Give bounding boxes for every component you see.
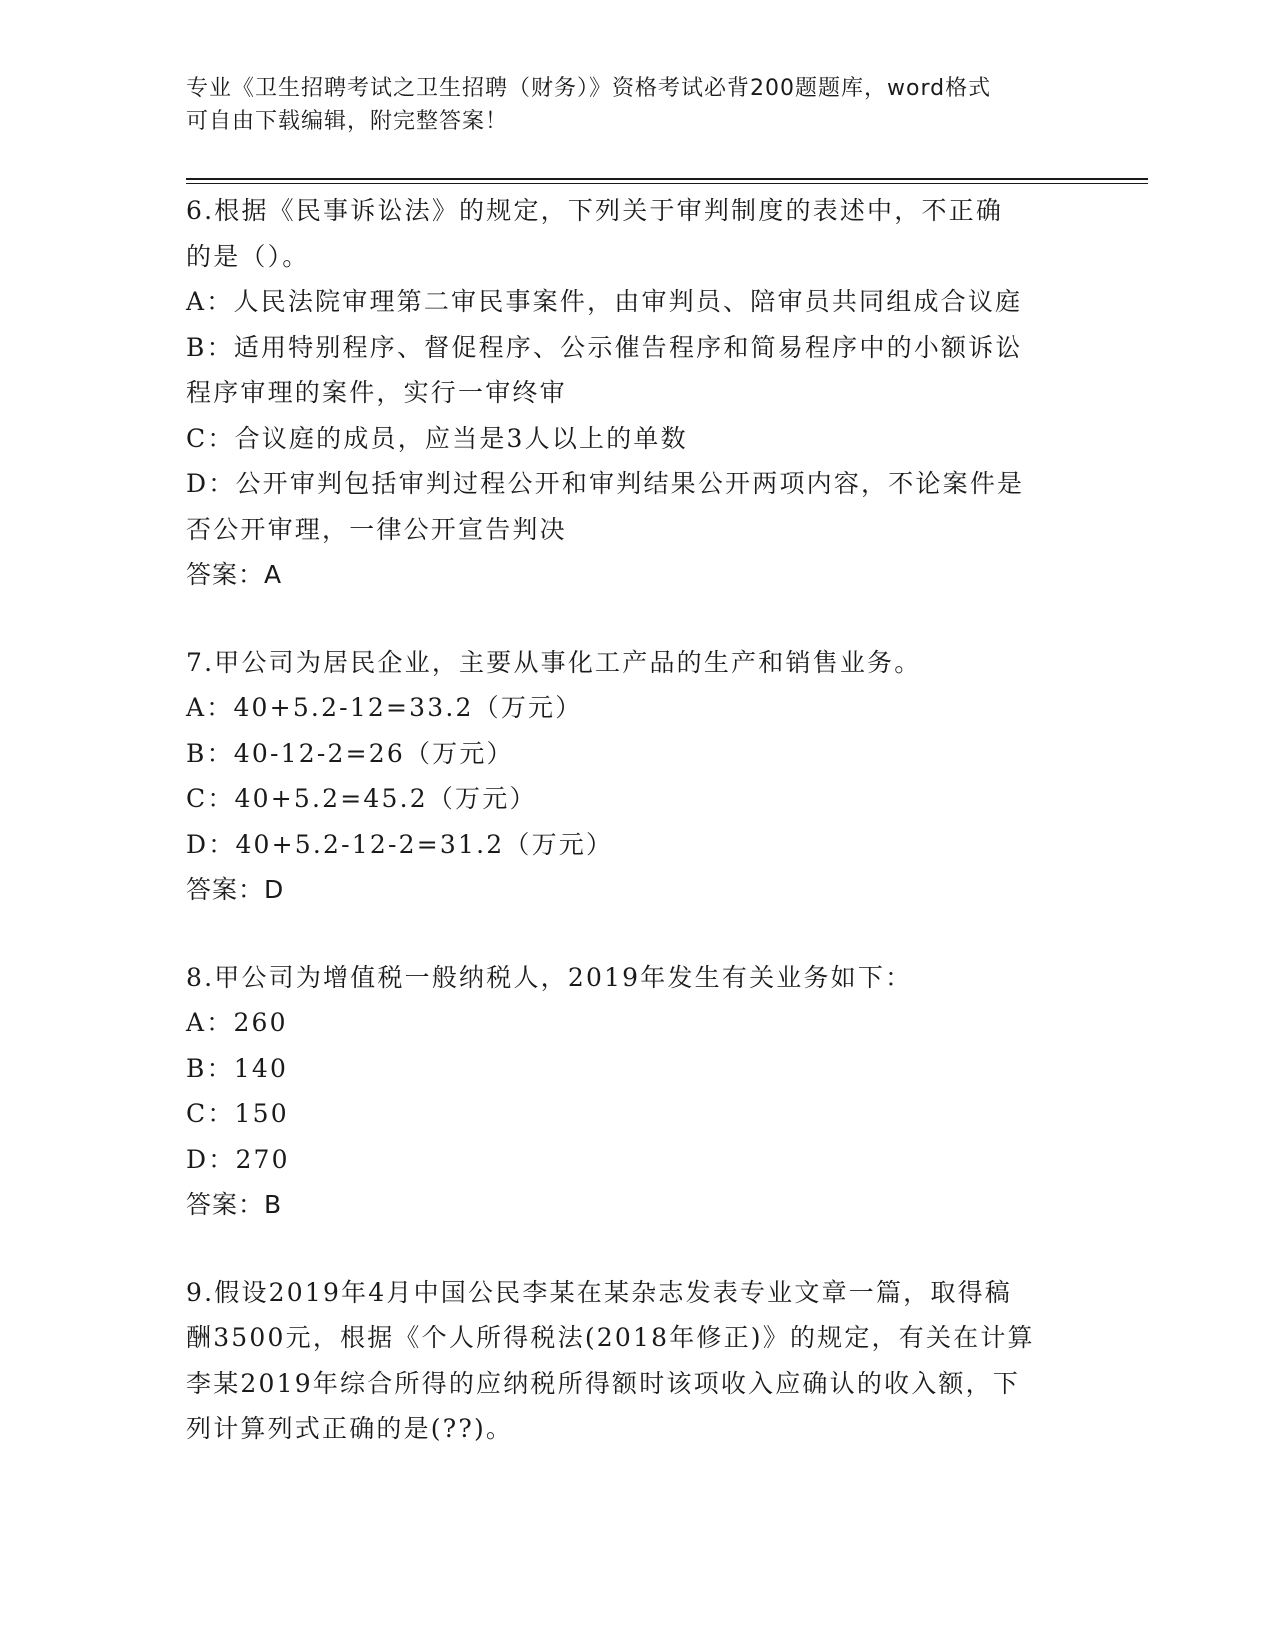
option-a: A：40+5.2-12=33.2（万元） [186, 693, 583, 722]
question-stem-line: 8.甲公司为增值税一般纳税人，2019年发生有关业务如下： [186, 962, 913, 992]
option-b: B：40-12-2=26（万元） [186, 738, 514, 768]
option-d-continued: 否公开审理，一律公开宣告判决 [186, 514, 567, 544]
answer-label: 答案：B [186, 1190, 283, 1219]
option-c: C：合议庭的成员，应当是3人以上的单数 [186, 423, 688, 453]
option-d: D：40+5.2-12-2=31.2（万元） [186, 829, 614, 859]
option-d: D：公开审判包括审判过程公开和审判结果公开两项内容，不论案件是 [186, 469, 1025, 498]
option-a: A：260 [186, 1008, 288, 1037]
question-stem-line: 6.根据《民事诉讼法》的规定，下列关于审判制度的表述中，不正确 [186, 196, 1004, 225]
document-header [186, 72, 1086, 138]
question-stem-line: 的是（）。 [186, 241, 310, 271]
question-stem-line: 9.假设2019年4月中国公民李某在某杂志发表专业文章一篇，取得稿 [186, 1277, 1012, 1307]
question-stem-line: 7.甲公司为居民企业，主要从事化工产品的生产和销售业务。 [186, 647, 922, 677]
option-b-continued: 程序审理的案件，实行一审终审 [186, 378, 567, 407]
option-c: C：40+5.2=45.2（万元） [186, 784, 537, 813]
header-line-2: 可自由下载编辑，附完整答案！ [186, 109, 509, 134]
answer-label: 答案：A [186, 560, 283, 589]
question-stem-line: 列计算列式正确的是(??)。 [186, 1414, 514, 1443]
option-b: B：140 [186, 1053, 289, 1083]
option-b: B：适用特别程序、督促程序、公示催告程序和简易程序中的小额诉讼 [186, 332, 1023, 362]
header-rule-thick [186, 178, 1148, 180]
question-6 [186, 188, 1086, 598]
option-a: A：人民法院审理第二审民事案件，由审判员、陪审员共同组成合议庭 [186, 287, 1023, 316]
question-7 [186, 640, 1086, 913]
question-stem-line: 李某2019年综合所得的应纳税所得额时该项收入应确认的收入额，下 [186, 1368, 1021, 1398]
question-stem-line: 酬3500元，根据《个人所得税法(2018年修正)》的规定，有关在计算 [186, 1323, 1035, 1352]
option-c: C：150 [186, 1099, 289, 1128]
header-rule-thin [186, 183, 1148, 184]
header-line-1: 专业《卫生招聘考试之卫生招聘（财务）》资格考试必背200题题库，word格式 [186, 76, 992, 101]
question-8 [186, 955, 1086, 1228]
answer-label: 答案：D [186, 875, 285, 904]
question-9 [186, 1270, 1086, 1452]
option-d: D：270 [186, 1144, 290, 1174]
question-list [186, 188, 1086, 1494]
